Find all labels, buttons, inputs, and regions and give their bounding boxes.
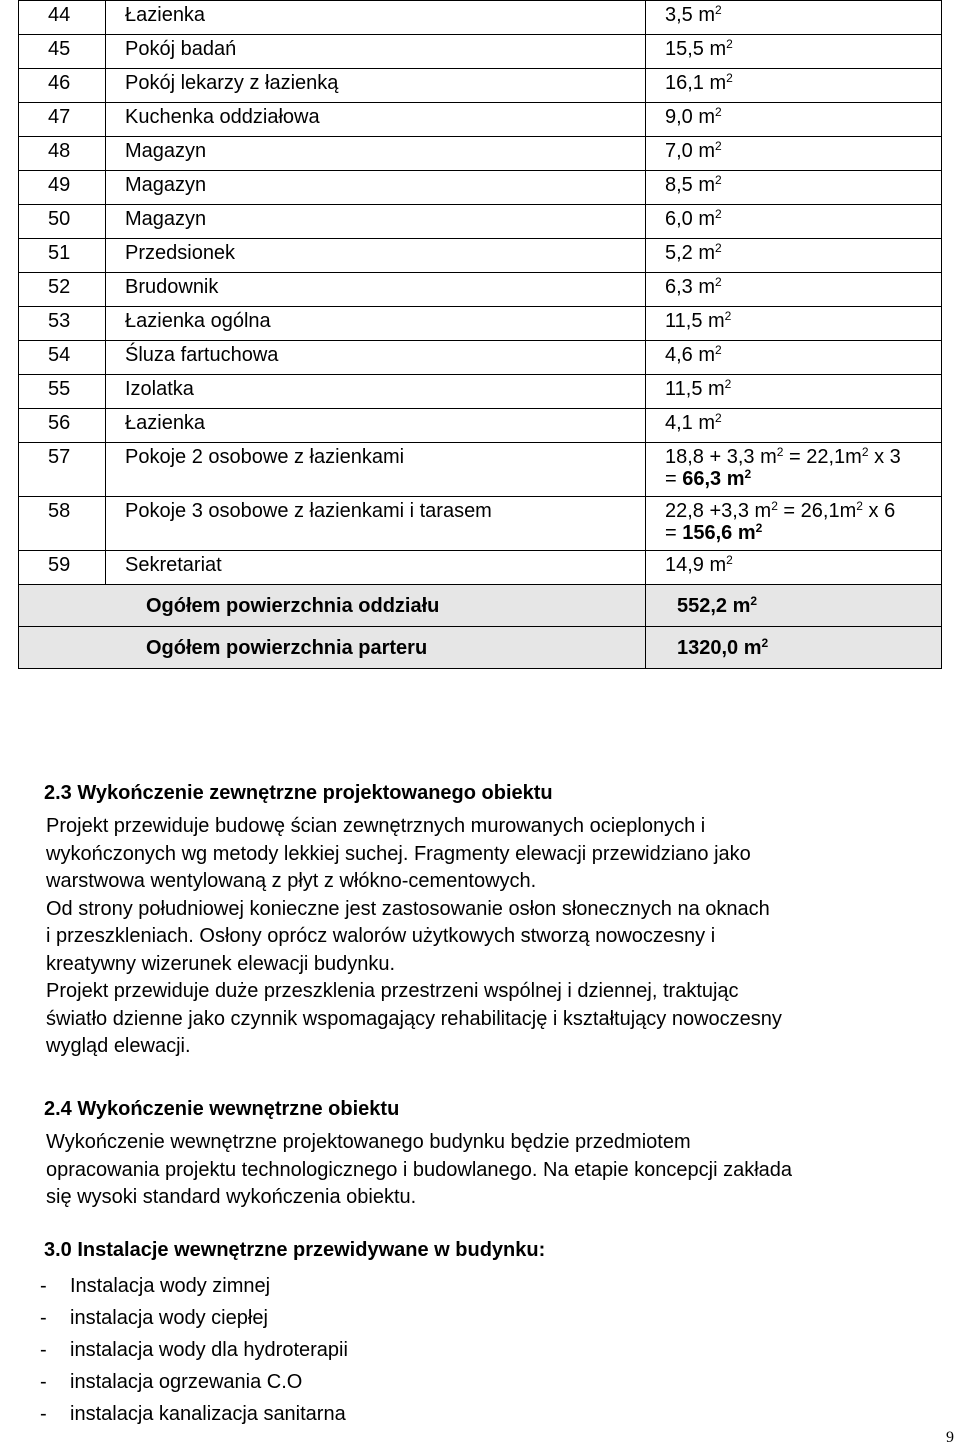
section-2-4-line: Wykończenie wewnętrzne projektowanego budynku będzie przedmiotem bbox=[46, 1131, 691, 1153]
rooms-table-body bbox=[19, 1, 942, 669]
room-name: Przedsionek bbox=[106, 239, 646, 273]
room-name: Magazyn bbox=[106, 205, 646, 239]
table-row bbox=[19, 307, 942, 341]
list-item: - instalacja kanalizacja sanitarna bbox=[46, 1398, 936, 1430]
room-area: 5,2 $m^2$ bbox=[646, 239, 942, 273]
list-item: - instalacja ogrzewania C.O bbox=[46, 1366, 936, 1398]
page-number: 9 bbox=[946, 1429, 954, 1446]
installations-list bbox=[40, 1270, 936, 1430]
room-area: 14,9 $m^2$ bbox=[646, 551, 942, 585]
section-2-4-line: się wysoki standard wykończenia obiektu. bbox=[46, 1186, 417, 1208]
section-2-3-line: i przeszkleniach. Osłony oprócz walorów użytkowych stworzą nowoczesny i bbox=[46, 925, 716, 947]
table-row bbox=[19, 171, 942, 205]
section-2-4-line: opracowania projektu technologicznego i budowlanego. Na etapie koncepcji zakłada bbox=[46, 1158, 793, 1181]
section-2-3-heading: 2.3 Wykończenie zewnętrzne projektowanego obiektu bbox=[44, 782, 553, 804]
room-area: 6,0 $m^2$ bbox=[646, 205, 942, 239]
table-row bbox=[19, 375, 942, 409]
room-name: Łazienka ogólna bbox=[106, 307, 646, 341]
table-row bbox=[19, 497, 942, 551]
table-row bbox=[19, 409, 942, 443]
room-area: 6,3 $m^2$ bbox=[646, 273, 942, 307]
room-number: 45 bbox=[19, 35, 106, 69]
room-number: 59 bbox=[19, 551, 106, 585]
room-area: 22,8 +3,3 $m^2 = 26,1m^2$ x 6 = 156,6 $m^2$ bbox=[646, 497, 942, 551]
list-item: - Instalacja wody zimnej bbox=[46, 1270, 936, 1302]
room-area: 8,5 $m^2$ bbox=[646, 171, 942, 205]
room-area: 4,6 $m^2$ bbox=[646, 341, 942, 375]
room-number: 56 bbox=[19, 409, 106, 443]
list-dash: - bbox=[40, 1307, 47, 1329]
list-dash: - bbox=[40, 1371, 47, 1393]
section-2-3-line: wykończonych wg metody lekkiej suchej. Fragmenty elewacji przewidziano jako bbox=[46, 842, 751, 865]
room-area: 4,1 $m^2$ bbox=[646, 409, 942, 443]
room-name: Magazyn bbox=[106, 137, 646, 171]
total-value: 552,2 $m^2$ bbox=[646, 585, 942, 627]
section-2-3-line: wygląd elewacji. bbox=[46, 1035, 191, 1057]
section-2-3-line: warstwowa wentylowaną z płyt z włókno-cementowych. bbox=[46, 870, 537, 892]
room-area: 7,0 $m^2$ bbox=[646, 137, 942, 171]
list-dash: - bbox=[40, 1339, 47, 1361]
section-3-0-heading: 3.0 Instalacje wewnętrzne przewidywane w budynku: bbox=[44, 1239, 546, 1261]
room-number: 48 bbox=[19, 137, 106, 171]
room-area: 18,8 + 3,3 $m^2 = 22,1m^2$ x 3 = 66,3 $m^2$ bbox=[646, 443, 942, 497]
room-area: 11,5 $m^2$ bbox=[646, 375, 942, 409]
room-name: Pokój badań bbox=[106, 35, 646, 69]
room-name: Łazienka bbox=[106, 1, 646, 35]
room-number: 50 bbox=[19, 205, 106, 239]
table-row bbox=[19, 103, 942, 137]
room-name: Kuchenka oddziałowa bbox=[106, 103, 646, 137]
table-row bbox=[19, 69, 942, 103]
list-item: - instalacja wody dla hydroterapii bbox=[46, 1334, 936, 1366]
room-area: 16,1 $m^2$ bbox=[646, 69, 942, 103]
section-2-3-line: Projekt przewiduje duże przeszklenia przestrzeni wspólnej i dziennej, traktując bbox=[46, 980, 739, 1002]
room-number: 44 bbox=[19, 1, 106, 35]
room-name: Izolatka bbox=[106, 375, 646, 409]
rooms-table bbox=[18, 0, 942, 669]
table-row bbox=[19, 1, 942, 35]
room-area: 9,0 $m^2$ bbox=[646, 103, 942, 137]
room-number: 55 bbox=[19, 375, 106, 409]
room-name: Magazyn bbox=[106, 171, 646, 205]
room-name: Śluza fartuchowa bbox=[106, 341, 646, 375]
room-name: Sekretariat bbox=[106, 551, 646, 585]
section-2-3-line: kreatywny wizerunek elewacji budynku. bbox=[46, 952, 396, 975]
room-area: 15,5 $m^2$ bbox=[646, 35, 942, 69]
list-item: - instalacja wody ciepłej bbox=[46, 1302, 936, 1334]
room-number: 47 bbox=[19, 103, 106, 137]
room-number: 51 bbox=[19, 239, 106, 273]
room-area: 11,5 $m^2$ bbox=[646, 307, 942, 341]
room-area: 3,5 $m^2$ bbox=[646, 1, 942, 35]
total-label: Ogółem powierzchnia oddziału bbox=[19, 585, 646, 627]
room-number: 54 bbox=[19, 341, 106, 375]
section-2-4-heading: 2.4 Wykończenie wewnętrzne obiektu bbox=[44, 1098, 400, 1120]
room-name: Łazienka bbox=[106, 409, 646, 443]
room-number: 46 bbox=[19, 69, 106, 103]
table-row bbox=[19, 205, 942, 239]
room-number: 53 bbox=[19, 307, 106, 341]
table-row bbox=[19, 273, 942, 307]
room-number: 58 bbox=[19, 497, 106, 551]
section-2-3-text bbox=[46, 813, 936, 1061]
total-row bbox=[19, 585, 942, 627]
section-3-0 bbox=[40, 1237, 936, 1430]
room-number: 57 bbox=[19, 443, 106, 497]
section-2-3-line: Projekt przewiduje budowę ścian zewnętrznych murowanych ocieplonych i bbox=[46, 815, 706, 837]
section-2-4 bbox=[46, 1096, 936, 1212]
room-number: 49 bbox=[19, 171, 106, 205]
total-value: 1320,0 $m^2$ bbox=[646, 627, 942, 669]
table-row bbox=[19, 239, 942, 273]
room-name: Pokój lekarzy z łazienką bbox=[106, 69, 646, 103]
section-2-3-line: Od strony południowej konieczne jest zastosowanie osłon słonecznych na oknach bbox=[46, 897, 770, 920]
list-dash: - bbox=[40, 1275, 47, 1297]
list-dash: - bbox=[40, 1403, 47, 1425]
section-2-4-text bbox=[46, 1129, 936, 1212]
table-row bbox=[19, 137, 942, 171]
room-name: Brudownik bbox=[106, 273, 646, 307]
section-2-3-line: światło dzienne jako czynnik wspomagający rehabilitację i kształtujący nowoczesny bbox=[46, 1007, 782, 1030]
table-row bbox=[19, 35, 942, 69]
room-name: Pokoje 2 osobowe z łazienkami bbox=[106, 443, 646, 497]
room-number: 52 bbox=[19, 273, 106, 307]
table-row bbox=[19, 341, 942, 375]
section-2-3 bbox=[46, 780, 936, 1061]
room-name: Pokoje 3 osobowe z łazienkami i tarasem bbox=[106, 497, 646, 551]
total-row bbox=[19, 627, 942, 669]
table-row bbox=[19, 443, 942, 497]
table-row bbox=[19, 551, 942, 585]
total-label: Ogółem powierzchnia parteru bbox=[19, 627, 646, 669]
